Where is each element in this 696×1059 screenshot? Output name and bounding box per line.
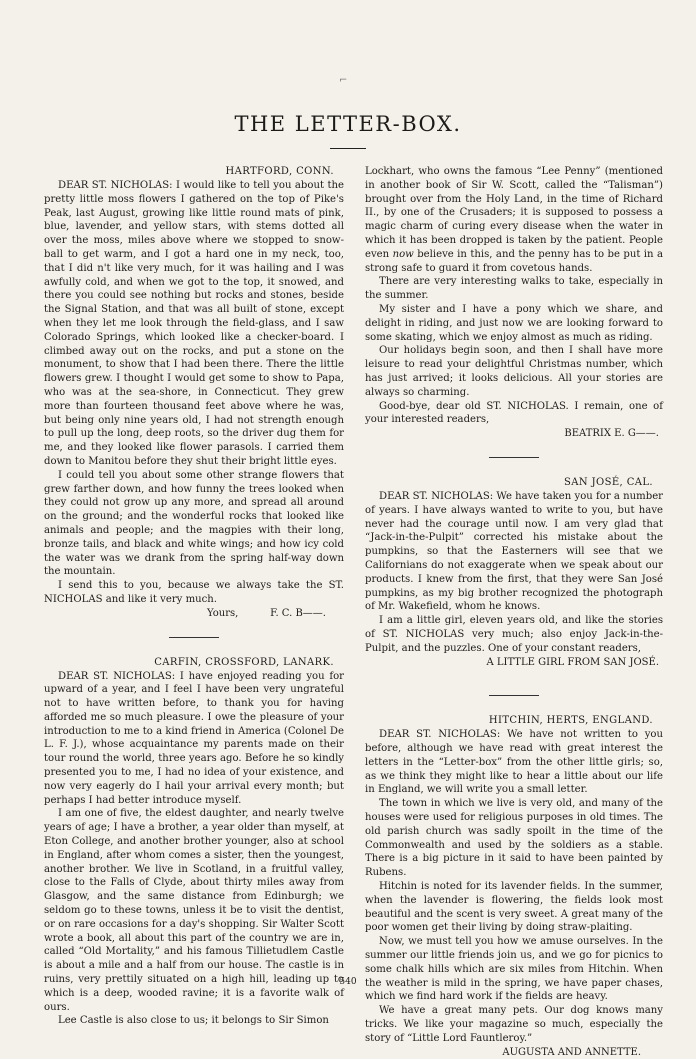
letter-paragraph: DEAR ST. NICHOLAS: I would like to tell you about the pretty little moss flowers I gathered on the top of Pike's Peak, last August, growing like little round mats of pink, blue, lavender, and yellow stars, with stems dotted all over the moss, miles above where we stopped to snow-ball to get warm, and I got a hard one in my neck, too, that I did n't like very much, for it was hailing and I was awfully cold, and when we got to the top, it snowed, and there you could see nothing but rocks and stones, beside the Signal Station, and that was all built of stone, except when they let me look through the field-glass, and I saw Colorado Springs, which looked like a checker-board. I climbed away out on the rocks, and put a stone on the monument, to show that I had been there. There the little flowers grew. I thought I would get some to show to Papa, who was at the sea-shore, in Connecticut. They grew more than fourteen thousand feet above where he was, but being only nine years old, I had not strength enough to pull up the long, deep roots, so the driver dug them for me, and they looked like flower parasols. I carried them down to Manitou before they shut their bright little eyes. — [44, 180, 344, 467]
letter-separator — [489, 457, 539, 458]
letter-separator — [169, 637, 219, 638]
letter-paragraph: DEAR ST. NICHOLAS: We have not written to you before, although we have read with great interest the letters in the “Letter-box” from the other little girls; so, as we think they might like to hear a little about our life in England, we will write you a small letter. — [365, 729, 663, 796]
salutation: DEAR ST. NICHOLAS: — [58, 670, 176, 682]
right-column — [365, 165, 663, 1059]
letter-paragraph: I could tell you about some other strange flowers that grew farther down, and how funny the trees looked when they could not grow up any more, and spread all around on the ground; and the wonderful rocks that looked like animals and people; and the magpies with their long, bronze tails, and black and white wings; and how icy cold the water was we drank from the spring half-way down the mountain. — [44, 469, 344, 578]
letter-hartford — [44, 165, 344, 621]
salutation: DEAR ST. NICHOLAS: — [379, 729, 501, 741]
salutation: DEAR ST. NICHOLAS: — [58, 180, 173, 191]
letter-paragraph: DEAR ST. NICHOLAS: We have taken you for a number of years. I have always wanted to write to you, but have never had the courage until now. I am very glad that “Jack-in-the-Pulpit” corrected his mistake about the pumpkins, so that the Easterners will see that we Californians do not exaggerate when we speak about our products. I knew from the first, that they were San José pumpkins, as my big brother recognized the photograph of Mr. Wakefield, whom he knows. — [365, 490, 663, 613]
letter-paragraph: The town in which we live is very old, and many of the houses were used for religious purposes in old times. The old parish church was sadly spoilt in the time of the Commonwealth and used by the soldiers as a stable. There is a big picture in it said to have been painted by Rubens. — [365, 798, 663, 879]
letter-carfin-continued — [365, 165, 663, 441]
letter-hitchin — [365, 714, 663, 1059]
letter-place: HITCHIN, HERTS, ENGLAND. — [488, 715, 653, 727]
scan-mark: ⌐ — [339, 75, 348, 86]
letter-paragraph: We have a great many pets. Our dog knows many tricks. We like your magazine so much, especially the story of “Little Lord Fauntleroy.” — [365, 1005, 663, 1044]
letter-paragraph: Hitchin is noted for its lavender fields. In the summer, when the lavender is flowering, the fields look most beautiful and the scent is very sweet. A great many of the poor women get their living by doing straw-plaiting. — [365, 881, 663, 934]
letter-paragraph: Good-bye, dear old ST. NICHOLAS. I remain, one of your interested readers, — [365, 400, 663, 426]
letter-place: HARTFORD, CONN. — [225, 166, 334, 177]
letter-signature: A LITTLE GIRL FROM SAN JOSÉ. — [486, 656, 659, 668]
letter-paragraph: Lee Castle is also close to us; it belongs to Sir Simon — [58, 1015, 329, 1027]
page-number: 540 — [339, 977, 357, 987]
letter-closing: Yours, F. C. B——. — [207, 607, 326, 619]
letter-paragraph: Our holidays begin soon, and then I shall have more leisure to read your delightful Christmas number, which has just arrived; it looks delicious. All your stories are always so charming. — [365, 345, 663, 398]
title-rule — [330, 148, 366, 149]
letter-paragraph: There are very interesting walks to take, especially in the summer. — [365, 276, 663, 302]
letter-san-jose — [365, 476, 663, 669]
letter-paragraph: I send this to you, because we always take the ST. NICHOLAS and like it very much. — [44, 580, 344, 605]
letter-separator — [489, 695, 539, 696]
page-title: THE LETTER-BOX. — [234, 112, 462, 136]
left-column — [44, 165, 344, 1028]
letter-paragraph: Now, we must tell you how we amuse ourselves. In the summer our little friends join us, and we go for picnics to some chalk hills which are six miles from Hitchin. When the weather is mild in the spring, we have paper chases, which we find hard work if the fields are heavy. — [365, 936, 663, 1003]
letter-place: CARFIN, CROSSFORD, LANARK. — [154, 656, 334, 668]
letter-paragraph: I am one of five, the eldest daughter, and nearly twelve years of age; I have a brother, a year older than myself, at Eton College, and another brother younger, also at school in England, after whom comes a sister, then the youngest, another brother. We live in Scotland, in a fruitful valley, close to the Falls of Clyde, about thirty miles away from Glasgow, and the same distance from Edinburgh; we seldom go to these towns, unless it be to visit the dentist, or on rare occasions for a day's shopping. Sir Walter Scott wrote a book, all about this part of the country we are in, called “Old Mortality,” and his famous Tillietudlem Castle is about a mile and a half from our house. The castle is in ruins, very prettily situated on a high hill, leading up to which is a deep, wooded ravine; it is a favorite walk of ours. — [44, 808, 344, 1013]
letter-carfin — [44, 656, 344, 1029]
letter-paragraph: DEAR ST. NICHOLAS: I have enjoyed reading you for upward of a year, and I feel I have been very ungrateful not to have written before, to thank you for having afforded me so much pleasure. I owe the pleasure of your introduction to me to a kind friend in America (Colonel De L. F. J.), whose acquaintance my parents made on their tour round the world, three years ago. Before he so kindly presented you to me, I had no idea of your existence, and now very eagerly do I hail your arrival every month; but perhaps I had better introduce myself. — [44, 670, 344, 806]
letter-signature: BEATRIX E. G——. — [564, 428, 659, 440]
salutation: DEAR ST. NICHOLAS: — [379, 490, 494, 502]
emphasis: now — [392, 248, 414, 260]
letter-place: SAN JOSÉ, CAL. — [563, 476, 653, 488]
letter-signature: AUGUSTA AND ANNETTE. — [502, 1046, 641, 1058]
letter-paragraph: Lockhart, who owns the famous “Lee Penny” (mentioned in another book of Sir W. Scott, called the “Talisman”) brought over from the Holy Land, in the time of Richard II., by one of the Crusaders; it is supposed to possess a magic charm of curing every disease when the water in which it has been dropped is taken by the patient. People even now believe in this, and the penny has to be put in a strong safe to guard it from covetous hands. — [365, 166, 663, 274]
letter-paragraph: My sister and I have a pony which we share, and delight in riding, and just now we are looking forward to some skating, which we enjoy almost as much as riding. — [365, 303, 663, 343]
letter-paragraph: I am a little girl, eleven years old, and like the stories of ST. NICHOLAS very much; also enjoy Jack-in-the-Pulpit, and the puzzles. One of your constant readers, — [365, 615, 663, 654]
